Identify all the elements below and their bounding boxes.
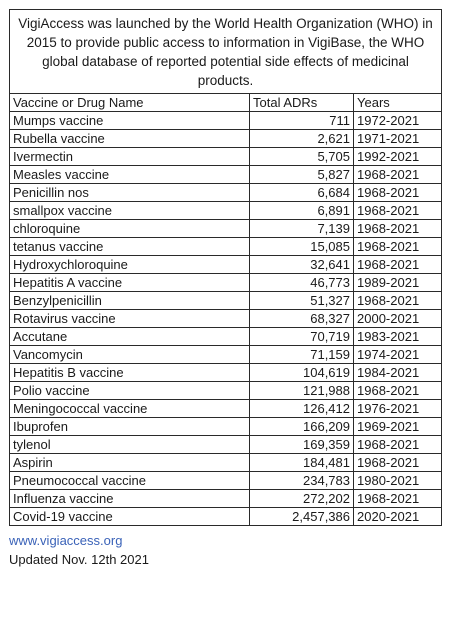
cell-years: 2000-2021 bbox=[354, 310, 442, 328]
cell-name: Accutane bbox=[10, 328, 250, 346]
cell-name: Ivermectin bbox=[10, 148, 250, 166]
intro-text: VigiAccess was launched by the World Health Organization (WHO) in 2015 to provide public access to information in VigiBase, the WHO global database of reported potential side effects of medicinal products. bbox=[10, 10, 442, 94]
table-row bbox=[10, 490, 442, 508]
cell-name: Hydroxychloroquine bbox=[10, 256, 250, 274]
cell-name: chloroquine bbox=[10, 220, 250, 238]
cell-total: 234,783 bbox=[250, 472, 354, 490]
vigiaccess-link[interactable]: www.vigiaccess.org bbox=[9, 533, 123, 548]
table-row bbox=[10, 418, 442, 436]
table-row bbox=[10, 310, 442, 328]
cell-total: 70,719 bbox=[250, 328, 354, 346]
cell-name: Measles vaccine bbox=[10, 166, 250, 184]
cell-name: smallpox vaccine bbox=[10, 202, 250, 220]
cell-name: Ibuprofen bbox=[10, 418, 250, 436]
cell-years: 1968-2021 bbox=[354, 256, 442, 274]
cell-total: 184,481 bbox=[250, 454, 354, 472]
cell-total: 7,139 bbox=[250, 220, 354, 238]
cell-total: 5,827 bbox=[250, 166, 354, 184]
cell-total: 6,684 bbox=[250, 184, 354, 202]
cell-name: Hepatitis B vaccine bbox=[10, 364, 250, 382]
table-row bbox=[10, 238, 442, 256]
cell-total: 5,705 bbox=[250, 148, 354, 166]
cell-name: Aspirin bbox=[10, 454, 250, 472]
table-row bbox=[10, 346, 442, 364]
cell-total: 15,085 bbox=[250, 238, 354, 256]
table-row bbox=[10, 328, 442, 346]
header-row bbox=[10, 94, 442, 112]
cell-total: 104,619 bbox=[250, 364, 354, 382]
updated-date: Updated Nov. 12th 2021 bbox=[9, 552, 149, 567]
cell-years: 1972-2021 bbox=[354, 112, 442, 130]
table-row bbox=[10, 472, 442, 490]
cell-years: 1968-2021 bbox=[354, 454, 442, 472]
table-row bbox=[10, 400, 442, 418]
cell-years: 2020-2021 bbox=[354, 508, 442, 526]
cell-total: 68,327 bbox=[250, 310, 354, 328]
cell-total: 126,412 bbox=[250, 400, 354, 418]
cell-years: 1983-2021 bbox=[354, 328, 442, 346]
header-years: Years bbox=[354, 94, 442, 112]
table-row bbox=[10, 382, 442, 400]
cell-years: 1980-2021 bbox=[354, 472, 442, 490]
cell-name: Influenza vaccine bbox=[10, 490, 250, 508]
cell-years: 1976-2021 bbox=[354, 400, 442, 418]
cell-total: 46,773 bbox=[250, 274, 354, 292]
table-row bbox=[10, 220, 442, 238]
footer bbox=[9, 531, 441, 569]
cell-years: 1968-2021 bbox=[354, 238, 442, 256]
cell-name: Hepatitis A vaccine bbox=[10, 274, 250, 292]
cell-name: Pneumococcal vaccine bbox=[10, 472, 250, 490]
cell-years: 1969-2021 bbox=[354, 418, 442, 436]
table-row bbox=[10, 130, 442, 148]
cell-total: 32,641 bbox=[250, 256, 354, 274]
cell-total: 272,202 bbox=[250, 490, 354, 508]
intro-row bbox=[10, 10, 442, 94]
cell-years: 1968-2021 bbox=[354, 436, 442, 454]
cell-name: Meningococcal vaccine bbox=[10, 400, 250, 418]
table-row bbox=[10, 436, 442, 454]
cell-total: 71,159 bbox=[250, 346, 354, 364]
table-row bbox=[10, 202, 442, 220]
cell-years: 1968-2021 bbox=[354, 490, 442, 508]
cell-total: 2,621 bbox=[250, 130, 354, 148]
cell-total: 166,209 bbox=[250, 418, 354, 436]
cell-total: 2,457,386 bbox=[250, 508, 354, 526]
header-name: Vaccine or Drug Name bbox=[10, 94, 250, 112]
cell-total: 169,359 bbox=[250, 436, 354, 454]
cell-total: 6,891 bbox=[250, 202, 354, 220]
cell-name: Vancomycin bbox=[10, 346, 250, 364]
table-row bbox=[10, 454, 442, 472]
table-row bbox=[10, 148, 442, 166]
table-row bbox=[10, 364, 442, 382]
header-total: Total ADRs bbox=[250, 94, 354, 112]
cell-total: 121,988 bbox=[250, 382, 354, 400]
cell-name: tetanus vaccine bbox=[10, 238, 250, 256]
cell-years: 1974-2021 bbox=[354, 346, 442, 364]
table-row bbox=[10, 508, 442, 526]
cell-years: 1984-2021 bbox=[354, 364, 442, 382]
cell-years: 1968-2021 bbox=[354, 382, 442, 400]
cell-total: 711 bbox=[250, 112, 354, 130]
cell-name: Rubella vaccine bbox=[10, 130, 250, 148]
cell-name: Benzylpenicillin bbox=[10, 292, 250, 310]
table-row bbox=[10, 292, 442, 310]
adr-table bbox=[9, 9, 442, 526]
table-row bbox=[10, 112, 442, 130]
table-body bbox=[10, 112, 442, 526]
cell-name: Mumps vaccine bbox=[10, 112, 250, 130]
cell-total: 51,327 bbox=[250, 292, 354, 310]
cell-years: 1968-2021 bbox=[354, 184, 442, 202]
table-row bbox=[10, 256, 442, 274]
cell-name: Rotavirus vaccine bbox=[10, 310, 250, 328]
cell-name: Polio vaccine bbox=[10, 382, 250, 400]
cell-years: 1971-2021 bbox=[354, 130, 442, 148]
cell-years: 1968-2021 bbox=[354, 202, 442, 220]
cell-years: 1968-2021 bbox=[354, 220, 442, 238]
cell-years: 1992-2021 bbox=[354, 148, 442, 166]
cell-years: 1989-2021 bbox=[354, 274, 442, 292]
cell-years: 1968-2021 bbox=[354, 292, 442, 310]
cell-years: 1968-2021 bbox=[354, 166, 442, 184]
cell-name: tylenol bbox=[10, 436, 250, 454]
document-page bbox=[9, 9, 441, 569]
table-row bbox=[10, 166, 442, 184]
table-row bbox=[10, 184, 442, 202]
cell-name: Covid-19 vaccine bbox=[10, 508, 250, 526]
table-row bbox=[10, 274, 442, 292]
cell-name: Penicillin nos bbox=[10, 184, 250, 202]
